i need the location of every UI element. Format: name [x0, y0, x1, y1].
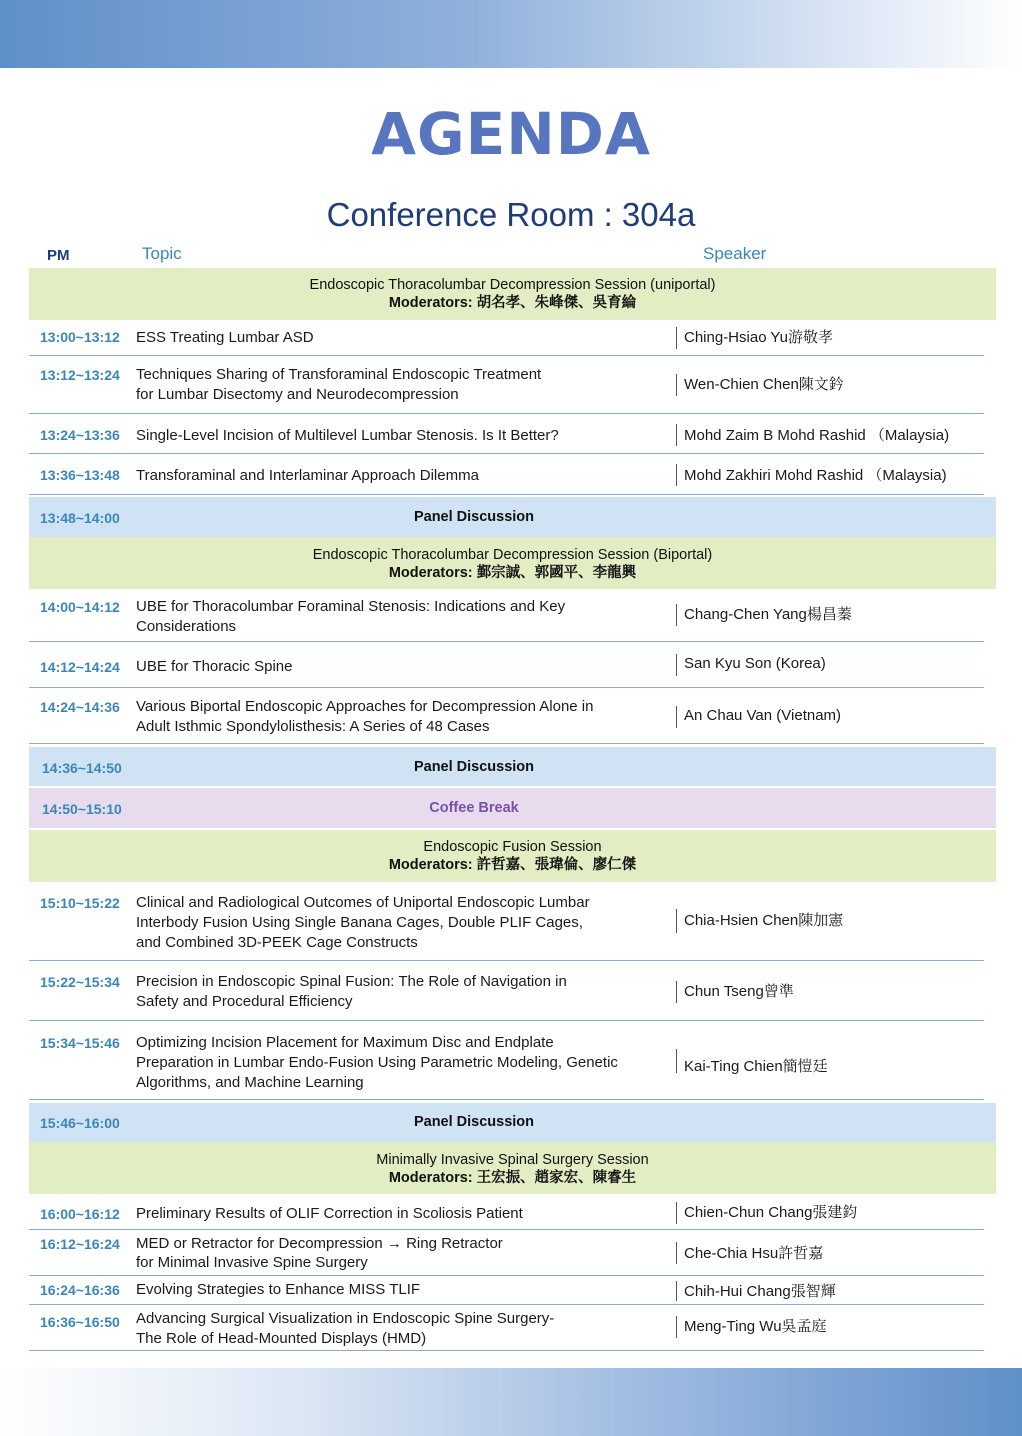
- panel-label: Panel Discussion: [413, 759, 535, 775]
- talk-time: 15:34~15:46: [40, 1035, 120, 1051]
- talk-time: 13:00~13:12: [40, 329, 120, 345]
- session-header: [29, 830, 996, 882]
- talk-speaker: Che-Chia Hsu許哲嘉: [684, 1245, 824, 1262]
- coffee-label: Coffee Break: [429, 800, 519, 816]
- session-moderators: Moderators: 鄞宗誠、郭國平、李龍興: [388, 565, 637, 581]
- column-divider: [676, 1242, 677, 1264]
- talk-topic: [136, 597, 671, 637]
- talk-row: [29, 961, 984, 1021]
- talk-row: [29, 1021, 984, 1100]
- header-gradient-band: [0, 0, 1022, 68]
- talk-row: [29, 642, 984, 688]
- page-title: AGENDA: [371, 100, 651, 168]
- topic-line: Techniques Sharing of Transforaminal Endoscopic Treatment: [136, 366, 542, 383]
- topic-line: Adult Isthmic Spondylolisthesis: A Series of 48 Cases: [136, 718, 490, 735]
- talk-topic: [136, 972, 671, 1012]
- talk-speaker: San Kyu Son (Korea): [684, 655, 826, 672]
- topic-line: Evolving Strategies to Enhance MISS TLIF: [136, 1281, 421, 1298]
- talk-topic: [136, 365, 671, 405]
- session-title: Endoscopic Thoracolumbar Decompression Session (Biportal): [312, 547, 713, 563]
- topic-line: ESS Treating Lumbar ASD: [136, 329, 314, 346]
- talk-row: [29, 356, 984, 414]
- talk-topic: [136, 1309, 671, 1349]
- column-divider: [676, 374, 677, 396]
- topic-line: Advancing Surgical Visualization in Endoscopic Spine Surgery-: [136, 1310, 555, 1327]
- talk-row: [29, 1230, 984, 1276]
- talk-time: 13:12~13:24: [40, 367, 120, 383]
- column-divider: [676, 424, 677, 446]
- talk-speaker: Mohd Zakhiri Mohd Rashid （Malaysia): [684, 467, 947, 484]
- coffee-break-row: [29, 788, 996, 828]
- talk-row: [29, 1276, 984, 1305]
- column-divider: [676, 604, 677, 626]
- talk-row: [29, 885, 984, 961]
- topic-line: UBE for Thoracolumbar Foraminal Stenosis: Indications and Key: [136, 598, 566, 615]
- topic-line: Preparation in Lumbar Endo-Fusion Using Parametric Modeling, Genetic: [136, 1054, 618, 1071]
- talk-row: [29, 414, 984, 454]
- column-header-speaker: Speaker: [703, 244, 767, 263]
- session-moderators: Moderators: 許哲嘉、張瑋倫、廖仁傑: [388, 857, 637, 873]
- talk-topic: [136, 657, 671, 677]
- talk-topic: [136, 1234, 671, 1272]
- topic-line: Considerations: [136, 618, 237, 635]
- talk-time: 13:36~13:48: [40, 467, 120, 483]
- talk-topic: [136, 426, 671, 446]
- panel-label: Panel Discussion: [413, 1114, 535, 1130]
- talk-row: [29, 1305, 984, 1351]
- session-title: Endoscopic Fusion Session: [423, 839, 602, 855]
- talk-row: [29, 592, 984, 642]
- talk-time: 15:22~15:34: [40, 974, 120, 990]
- column-divider: [676, 909, 677, 933]
- topic-line: UBE for Thoracic Spine: [136, 658, 293, 675]
- talk-row: [29, 320, 984, 356]
- column-divider: [676, 1316, 677, 1338]
- panel-discussion-row: [29, 497, 996, 537]
- topic-line: for Lumbar Disectomy and Neurodecompression: [136, 386, 459, 403]
- talk-time: 16:12~16:24: [40, 1236, 120, 1252]
- talk-speaker: Wen-Chien Chen陳文鈐: [684, 376, 844, 393]
- talk-time: 13:24~13:36: [40, 427, 120, 443]
- talk-time: 14:00~14:12: [40, 599, 120, 615]
- talk-topic: [136, 1204, 671, 1224]
- talk-time: 14:24~14:36: [40, 699, 120, 715]
- topic-line: Transforaminal and Interlaminar Approach Dilemma: [136, 467, 479, 484]
- topic-line: for Minimal Invasive Spine Surgery: [136, 1254, 368, 1271]
- talk-speaker: Chun Tseng曾準: [684, 983, 794, 1000]
- talk-topic: [136, 697, 671, 737]
- talk-time: 16:00~16:12: [40, 1206, 120, 1222]
- session-moderators: Moderators: 王宏振、趙家宏、陳睿生: [388, 1170, 637, 1186]
- talk-topic: [136, 1033, 671, 1093]
- talk-row: [29, 454, 984, 495]
- talk-topic: [136, 328, 671, 348]
- column-divider: [676, 327, 677, 349]
- talk-row: [29, 1196, 984, 1230]
- talk-row: [29, 688, 984, 744]
- talk-speaker: Meng-Ting Wu吳孟庭: [684, 1318, 827, 1335]
- panel-discussion-row: [29, 1103, 996, 1142]
- topic-line: and Combined 3D-PEEK Cage Constructs: [136, 934, 418, 951]
- topic-line: Optimizing Incision Placement for Maximum Disc and Endplate: [136, 1034, 554, 1051]
- talk-time: 14:12~14:24: [40, 659, 120, 675]
- talk-speaker: Chia-Hsien Chen陳加憲: [684, 912, 844, 929]
- column-divider: [676, 1281, 677, 1301]
- session-header: [29, 1142, 996, 1194]
- talk-speaker: Chien-Chun Chang張建鈞: [684, 1204, 858, 1221]
- column-header-pm: PM: [47, 247, 70, 264]
- room-title: Conference Room : 304a: [326, 196, 696, 233]
- talk-speaker: Kai-Ting Chien簡愷廷: [684, 1058, 828, 1075]
- column-header-topic: Topic: [142, 244, 182, 263]
- topic-line: Algorithms, and Machine Learning: [136, 1074, 364, 1091]
- panel-time: 15:46~16:00: [40, 1115, 120, 1131]
- panel-time: 14:36~14:50: [42, 760, 122, 776]
- column-divider: [676, 654, 677, 676]
- topic-line: Various Biportal Endoscopic Approaches for Decompression Alone in: [136, 698, 594, 715]
- column-divider: [676, 1202, 677, 1224]
- column-divider: [676, 981, 677, 1003]
- session-header: [29, 268, 996, 320]
- topic-line: Safety and Procedural Efficiency: [136, 993, 353, 1010]
- coffee-time: 14:50~15:10: [42, 801, 122, 817]
- column-divider: [676, 706, 677, 728]
- talk-speaker: Mohd Zaim B Mohd Rashid （Malaysia): [684, 427, 950, 444]
- panel-discussion-row: [29, 747, 996, 786]
- talk-time: 16:36~16:50: [40, 1314, 120, 1330]
- session-moderators: Moderators: 胡名孝、朱峰傑、吳育綸: [388, 295, 637, 311]
- panel-time: 13:48~14:00: [40, 510, 120, 526]
- talk-speaker: Chang-Chen Yang楊昌蓁: [684, 606, 852, 623]
- topic-line: Interbody Fusion Using Single Banana Cages, Double PLIF Cages,: [136, 914, 583, 931]
- column-divider: [676, 464, 677, 486]
- talk-time: 15:10~15:22: [40, 895, 120, 911]
- panel-label: Panel Discussion: [413, 509, 535, 525]
- topic-line: Preliminary Results of OLIF Correction in Scoliosis Patient: [136, 1205, 523, 1222]
- talk-speaker: An Chau Van (Vietnam): [684, 707, 842, 724]
- talk-topic: [136, 466, 671, 486]
- talk-topic: [136, 1280, 671, 1300]
- talk-speaker: Ching-Hsiao Yu游敬孝: [684, 329, 833, 346]
- session-title: Endoscopic Thoracolumbar Decompression Session (uniportal): [309, 277, 716, 293]
- topic-line: Single-Level Incision of Multilevel Lumbar Stenosis. Is It Better?: [136, 427, 559, 444]
- talk-speaker: Chih-Hui Chang張智輝: [684, 1283, 836, 1300]
- talk-time: 16:24~16:36: [40, 1282, 120, 1298]
- topic-line: Precision in Endoscopic Spinal Fusion: The Role of Navigation in: [136, 973, 567, 990]
- topic-line: Clinical and Radiological Outcomes of Uniportal Endoscopic Lumbar: [136, 894, 590, 911]
- topic-line: MED or Retractor for Decompression → Ring Retractor: [136, 1235, 503, 1252]
- session-title: Minimally Invasive Spinal Surgery Session: [376, 1152, 649, 1168]
- column-divider: [676, 1049, 677, 1073]
- footer-gradient-band: [0, 1368, 1022, 1436]
- topic-line: The Role of Head-Mounted Displays (HMD): [136, 1330, 427, 1347]
- talk-topic: [136, 893, 671, 953]
- session-header: [29, 537, 996, 589]
